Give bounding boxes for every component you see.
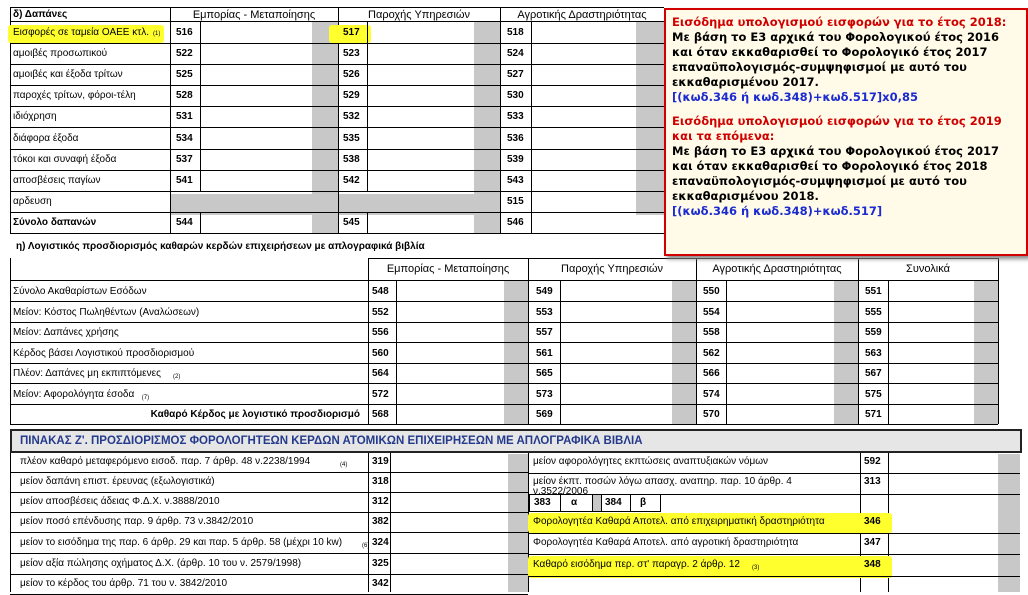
d-value-field[interactable] bbox=[531, 86, 636, 105]
h-value-field[interactable] bbox=[727, 303, 834, 321]
d-row-code: 526 bbox=[343, 69, 360, 81]
h-row-label: Μείον: Δαπάνες χρήσης bbox=[13, 327, 119, 338]
h-header-agriculture: Αγροτικής Δραστηριότητας bbox=[712, 263, 842, 275]
h-row-code: 551 bbox=[865, 286, 882, 297]
footnote-mark: (7) bbox=[141, 394, 150, 401]
d-value-field[interactable] bbox=[367, 44, 474, 63]
h-row-code: 572 bbox=[372, 388, 389, 400]
d-row-code: 517 bbox=[343, 27, 360, 38]
h-row-code: 566 bbox=[703, 368, 720, 379]
h-row-code: 565 bbox=[536, 368, 553, 379]
z-right-code: 592 bbox=[864, 456, 881, 467]
z-right-label: Φορολογητέα Καθαρά Αποτελ. από αγροτική δραστηριότητα bbox=[533, 537, 799, 548]
z-left-label: μείον ποσό επένδυσης παρ. 9 άρθρ. 73 ν.3842/2010 bbox=[20, 516, 254, 527]
z-value-field[interactable] bbox=[889, 557, 997, 575]
d-value-field[interactable] bbox=[367, 86, 474, 105]
z-value-field[interactable] bbox=[391, 514, 507, 531]
d-row-code: 518 bbox=[507, 27, 524, 38]
d-row-code: 541 bbox=[176, 174, 193, 186]
h-value-field[interactable] bbox=[397, 385, 504, 403]
z-left-label: μείον το εισόδημα της παρ. 6 άρθρ. 29 και παρ. 5 άρθρ. 58 (μέχρι 10 kw) bbox=[20, 537, 343, 548]
h-value-field[interactable] bbox=[727, 364, 834, 382]
d-value-field[interactable] bbox=[367, 23, 474, 42]
h-row-label: Πλέον: Δαπάνες μη εκπιπτόμενες bbox=[13, 368, 161, 379]
d-row-code: 525 bbox=[176, 69, 193, 81]
h-row-code: 553 bbox=[536, 306, 553, 318]
h-row-code: 558 bbox=[703, 327, 720, 338]
d-row-label: αρδευση bbox=[13, 195, 52, 207]
d-value-field[interactable] bbox=[201, 107, 312, 126]
z-right-code: 313 bbox=[864, 476, 881, 487]
h-value-field[interactable] bbox=[561, 303, 672, 321]
d-row-label: αποσβέσεις παγίων bbox=[13, 174, 101, 186]
h-value-field[interactable] bbox=[727, 323, 834, 341]
h-row-label: Καθαρό Κέρδος με λογιστικό προσδιορισμό bbox=[150, 409, 360, 420]
h-value-field[interactable] bbox=[561, 385, 672, 403]
note-p2-formula: [(κωδ.346 ή κωδ.348)+κωδ.517] bbox=[672, 204, 883, 218]
h-value-field[interactable] bbox=[727, 385, 834, 403]
d-row-code: 532 bbox=[343, 111, 360, 123]
h-row-code: 549 bbox=[536, 286, 553, 297]
h-value-field[interactable] bbox=[889, 282, 974, 300]
d-value-field[interactable] bbox=[531, 171, 636, 190]
d-row-label: παροχές τρίτων, φόροι-τέλη bbox=[13, 90, 136, 102]
d-value-field[interactable] bbox=[367, 150, 474, 169]
h-row-code: 550 bbox=[703, 286, 720, 297]
d-row-label: διάφορα έξοδα bbox=[13, 132, 79, 144]
d-row-code: 545 bbox=[343, 216, 360, 228]
h-value-field[interactable] bbox=[397, 282, 504, 300]
d-value-field[interactable] bbox=[201, 213, 312, 232]
z-value-field[interactable] bbox=[889, 514, 997, 532]
footnote-mark: (3) bbox=[752, 565, 760, 571]
h-row-code: 564 bbox=[372, 368, 389, 379]
d-row-label: Σύνολο δαπανών bbox=[13, 216, 97, 228]
d-value-field[interactable] bbox=[367, 213, 474, 232]
d-row-code: 543 bbox=[507, 174, 524, 186]
d-value-field[interactable] bbox=[531, 213, 636, 232]
h-header-services: Παροχής Υπηρεσιών bbox=[561, 263, 663, 275]
d-row-code: 538 bbox=[343, 153, 360, 165]
h-row-code: 575 bbox=[865, 388, 882, 400]
z-right-label-2: ν.3522/2006 bbox=[533, 486, 589, 497]
d-value-field[interactable] bbox=[531, 129, 636, 148]
d-row-code: 546 bbox=[507, 216, 524, 228]
footnote-mark: (4) bbox=[340, 462, 348, 468]
h-value-field[interactable] bbox=[889, 323, 974, 341]
z-value-field[interactable] bbox=[889, 474, 997, 492]
d-value-field[interactable] bbox=[367, 65, 474, 84]
d-row-code: 515 bbox=[507, 195, 524, 207]
h-value-field[interactable] bbox=[561, 405, 672, 423]
z-value-field[interactable] bbox=[391, 576, 507, 593]
d-value-field[interactable] bbox=[367, 171, 474, 190]
d-value-field[interactable] bbox=[531, 65, 636, 84]
col-header-agriculture: Αγροτικής Δραστηριότητας bbox=[517, 9, 647, 21]
h-row-label: Κέρδος βάσει Λογιστικού προσδιορισμού bbox=[13, 347, 195, 359]
note-p1-formula: [(κωδ.346 ή κωδ.348)+κωδ.517]x0,85 bbox=[672, 90, 918, 104]
h-value-field[interactable] bbox=[889, 405, 974, 423]
d-row-code: 534 bbox=[176, 132, 193, 144]
h-row-code: 567 bbox=[865, 368, 882, 379]
d-value-field[interactable] bbox=[201, 44, 312, 63]
h-row-code: 555 bbox=[865, 306, 882, 318]
h-value-field[interactable] bbox=[397, 344, 504, 362]
z-left-label: μείον δαπάνη επιστ. έρευνας (εξωλογιστικά) bbox=[20, 476, 215, 487]
d-row-code: 542 bbox=[343, 174, 360, 186]
z-right-code: 348 bbox=[864, 559, 881, 570]
h-value-field[interactable] bbox=[397, 364, 504, 382]
z-right-code: 346 bbox=[864, 516, 881, 527]
d-row-label: αμοιβές προσωπικού bbox=[13, 48, 108, 60]
d-row-label: Εισφορές σε ταμεία ΟΑΕΕ κτλ. bbox=[13, 27, 149, 38]
z-left-label: μείον το κέρδος του άρθρ. 71 του ν. 3842/2010 bbox=[20, 578, 228, 589]
h-row-code: 552 bbox=[372, 306, 389, 318]
footnote-mark: (2) bbox=[173, 374, 181, 380]
note-p1-title: Εισόδημα υπολογισμού εισφορών για το έτος 2018: bbox=[672, 15, 1007, 29]
col-header-services: Παροχής Υπηρεσιών bbox=[368, 9, 470, 21]
z-value-field[interactable] bbox=[391, 494, 507, 511]
z-left-code: 324 bbox=[372, 537, 389, 548]
z-right-code: 347 bbox=[864, 537, 881, 548]
z-left-label: μείον αξία πώλησης οχήματος Δ.Χ. (άρθρ. 10 του ν. 2579/1998) bbox=[20, 558, 302, 569]
h-value-field[interactable] bbox=[561, 344, 672, 362]
d-row-code: 535 bbox=[343, 132, 360, 144]
d-row-code: 536 bbox=[507, 132, 524, 144]
h-value-field[interactable] bbox=[727, 344, 834, 362]
footnote-mark: (6) bbox=[362, 543, 370, 549]
d-row-code: 531 bbox=[176, 111, 193, 123]
h-row-code: 570 bbox=[703, 409, 720, 420]
h-row-code: 562 bbox=[703, 347, 720, 359]
z-value-field[interactable] bbox=[391, 474, 507, 491]
h-row-code: 559 bbox=[865, 327, 882, 338]
z-value-field[interactable] bbox=[391, 556, 507, 573]
z-value-field[interactable] bbox=[889, 535, 997, 553]
h-value-field[interactable] bbox=[889, 344, 974, 362]
z-left-label: μείον αποσβέσεις άδειας Φ.Δ.Χ. ν.3888/2010 bbox=[20, 496, 220, 507]
d-row-code: 528 bbox=[176, 90, 193, 102]
section-h-title: η) Λογιστικός προσδιορισμός καθαρών κερδών επιχειρήσεων με απλογραφικά βιβλία bbox=[16, 241, 425, 252]
d-row-code: 524 bbox=[507, 48, 524, 60]
section-z-title: ΠΙΝΑΚΑΣ Ζ'. ΠΡΟΣΔΙΟΡΙΣΜΟΣ ΦΟΡΟΛΟΓΗΤΕΩΝ ΚΕΡΔΩΝ ΑΤΟΜΙΚΩΝ ΕΠΙΧΕΙΡΗΣΕΩΝ ΜΕ ΑΠΛΟΓΡΑΦΙΚΑ ΒΙΒΛΙΑ bbox=[10, 429, 1022, 453]
h-row-label: Μείον: Αφορολόγητα έσοδα bbox=[13, 388, 135, 400]
h-row-code: 574 bbox=[703, 388, 720, 400]
d-value-field[interactable] bbox=[531, 192, 636, 211]
h-row-label: Σύνολο Ακαθαρίστων Εσόδων bbox=[13, 286, 147, 297]
d-row-code: 516 bbox=[176, 27, 193, 38]
d-row-label: τόκοι και συναφή έξοδα bbox=[13, 153, 117, 165]
z-left-code: 318 bbox=[372, 476, 389, 487]
d-row-code: 523 bbox=[343, 48, 360, 60]
h-value-field[interactable] bbox=[727, 282, 834, 300]
d-row-code: 529 bbox=[343, 90, 360, 102]
section-d-title: δ) Δαπάνες bbox=[13, 9, 68, 20]
footnote-mark: (1) bbox=[153, 31, 161, 37]
z-left-code: 325 bbox=[372, 558, 389, 569]
h-header-total: Συνολικά bbox=[906, 263, 950, 275]
h-row-code: 557 bbox=[536, 327, 553, 338]
h-row-code: 568 bbox=[372, 409, 389, 420]
h-value-field[interactable] bbox=[889, 364, 974, 382]
d-row-code: 539 bbox=[507, 153, 524, 165]
z-value-field[interactable] bbox=[391, 454, 507, 471]
h-row-code: 561 bbox=[536, 347, 553, 359]
d-row-code: 530 bbox=[507, 90, 524, 102]
z-right-label: μείον αφορολόγητες εκπτώσεις αναπτυξιακών νόμων bbox=[533, 456, 769, 467]
z-value-field[interactable] bbox=[889, 454, 997, 472]
z-left-code: 382 bbox=[372, 516, 389, 527]
h-row-code: 560 bbox=[372, 347, 389, 359]
h-row-code: 571 bbox=[865, 409, 882, 420]
z-right-label: μείον έκπτ. ποσών λόγω απασχ. αναπηρ. παρ. 10 άρθρ. 4 bbox=[533, 476, 792, 487]
d-value-field[interactable] bbox=[201, 171, 312, 190]
z-value-field[interactable] bbox=[391, 535, 507, 552]
h-row-code: 573 bbox=[536, 388, 553, 400]
h-value-field[interactable] bbox=[397, 303, 504, 321]
h-row-label: Μείον: Κόστος Πωληθέντων (Αναλώσεων) bbox=[13, 306, 200, 318]
h-value-field[interactable] bbox=[889, 385, 974, 403]
d-value-field[interactable] bbox=[201, 150, 312, 169]
z-left-label: πλέον καθαρό μεταφερόμενο εισοδ. παρ. 7 άρθρ. 48 ν.2238/1994 bbox=[20, 456, 311, 467]
d-row-code: 527 bbox=[507, 69, 524, 81]
d-row-code: 522 bbox=[176, 48, 193, 60]
h-value-field[interactable] bbox=[397, 323, 504, 341]
d-value-field[interactable] bbox=[201, 86, 312, 105]
d-value-field[interactable] bbox=[531, 23, 636, 42]
d-value-field[interactable] bbox=[367, 107, 474, 126]
d-value-field[interactable] bbox=[531, 150, 636, 169]
d-value-field[interactable] bbox=[531, 44, 636, 63]
h-value-field[interactable] bbox=[561, 364, 672, 382]
h-row-code: 563 bbox=[865, 347, 882, 359]
d-row-code: 537 bbox=[176, 153, 193, 165]
col-header-commerce: Εμπορίας - Μεταποίησης bbox=[192, 9, 316, 21]
h-value-field[interactable] bbox=[727, 405, 834, 423]
callout-note: Εισόδημα υπολογισμού εισφορών για το έτος 2018: Με βάση το Ε3 αρχικά του Φορολογικού έτος 2016 και όταν εκκαθαρισθεί το Φορολογικό έτος 2017 επαναϋπολογισμός-συμψηφισμοί με αυτό του εκκαθαρισμένου 2017. [(κωδ.346 ή κωδ.348)+κωδ.517]x0,85 Εισόδημα υπολογισμού εισφορών για το έτος 2019 και τα επόμενα: Με βάση το Ε3 αρχικά του Φορολογικού έτος 2017 και όταν εκκαθαρισθεί το Φορολογικό έτος 2018 επαναϋπολογισμός-συμψηφισμοί με αυτό του εκκαθαρισμένου 2018. [(κωδ.346 ή κωδ.348)+κωδ.517] bbox=[664, 8, 1028, 256]
z-left-code: 342 bbox=[372, 578, 389, 589]
d-row-code: 533 bbox=[507, 111, 524, 123]
h-value-field[interactable] bbox=[561, 323, 672, 341]
d-value-field[interactable] bbox=[201, 129, 312, 148]
d-row-label: αμοιβές και έξοδα τρίτων bbox=[13, 69, 123, 81]
h-value-field[interactable] bbox=[889, 303, 974, 321]
z-left-code: 319 bbox=[372, 456, 389, 467]
h-row-code: 554 bbox=[703, 306, 720, 318]
z-left-code: 312 bbox=[372, 496, 389, 507]
h-row-code: 556 bbox=[372, 327, 389, 338]
d-value-field[interactable] bbox=[201, 23, 312, 42]
d-value-field[interactable] bbox=[531, 107, 636, 126]
d-row-label: ιδιόχρηση bbox=[13, 111, 57, 123]
d-row-code: 544 bbox=[176, 216, 193, 228]
h-value-field[interactable] bbox=[561, 282, 672, 300]
h-row-code: 548 bbox=[372, 286, 389, 297]
h-row-code: 569 bbox=[536, 409, 553, 420]
d-value-field[interactable] bbox=[367, 129, 474, 148]
z-right-label: Καθαρό εισόδημα περ. στ' παραγρ. 2 άρθρ. 12 bbox=[533, 559, 740, 570]
d-value-field[interactable] bbox=[201, 65, 312, 84]
h-value-field[interactable] bbox=[397, 405, 504, 423]
z-right-label: Φορολογητέα Καθαρά Αποτελ. από επιχειρηματική δραστηριότητα bbox=[533, 516, 825, 527]
h-header-commerce: Εμπορίας - Μεταποίησης bbox=[386, 263, 510, 275]
